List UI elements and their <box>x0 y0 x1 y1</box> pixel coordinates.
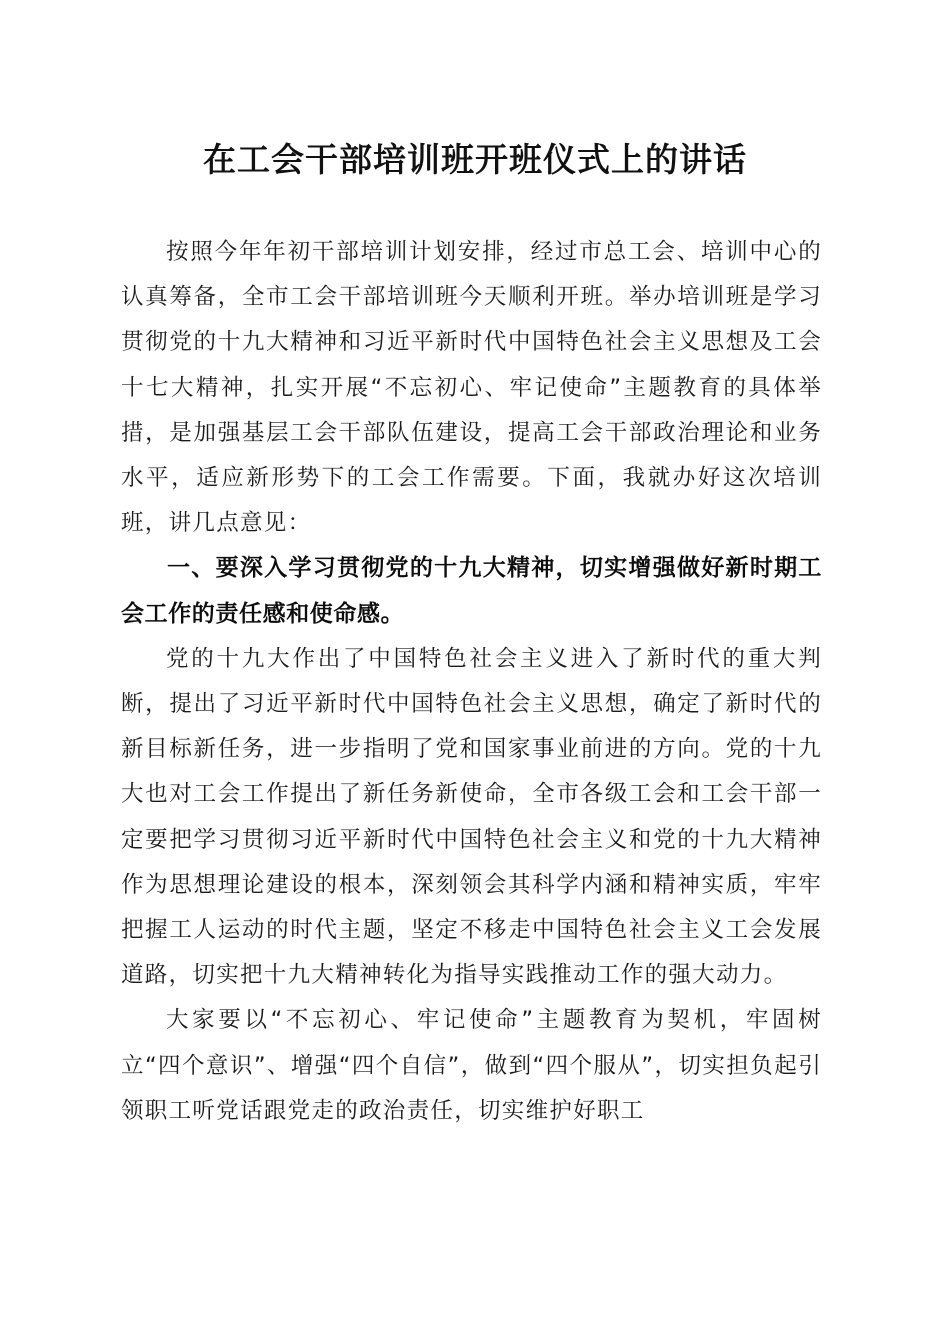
paragraph-section-1-a: 党的十九大作出了中国特色社会主义进入了新时代的重大判断，提出了习近平新时代中国特色社会主义思想，确定了新时代的新目标新任务，进一步指明了党和国家事业前进的方向。党的十九大也对工会工作提出了新任务新使命，全市各级工会和工会干部一定要把学习贯彻习近平新时代中国特色社会主义和党的十九大精神作为思想理论建设的根本，深刻领会其科学内涵和精神实质，牢牢把握工人运动的时代主题，坚定不移走中国特色社会主义工会发展道路，切实把十九大精神转化为指导实践推动工作的强大动力。 <box>121 645 822 989</box>
paragraph-section-1-b: 大家要以“不忘初心、牢记使命”主题教育为契机，牢固树立“四个意识”、增强“四个自信”，做到“四个服从”，切实担负起引领职工听党话跟党走的政治责任，切实维护好职工 <box>121 1007 822 1124</box>
paragraph-intro: 按照今年年初干部培训计划安排，经过市总工会、培训中心的认真筹备，全市工会干部培训班今天顺利开班。举办培训班是学习贯彻党的十九大精神和习近平新时代中国特色社会主义思想及工会十七大精神，扎实开展“不忘初心、牢记使命”主题教育的具体举措，是加强基层工会干部队伍建设，提高工会干部政治理论和业务水平，适应新形势下的工会工作需要。下面，我就办好这次培训班，讲几点意见： <box>121 239 822 537</box>
document-title: 在工会干部培训班开班仪式上的讲话 <box>203 140 747 179</box>
document-body <box>121 230 822 1134</box>
section-heading-1: 一、要深入学习贯彻党的十九大精神，切实增强做好新时期工会工作的责任感和使命感。 <box>121 555 822 627</box>
